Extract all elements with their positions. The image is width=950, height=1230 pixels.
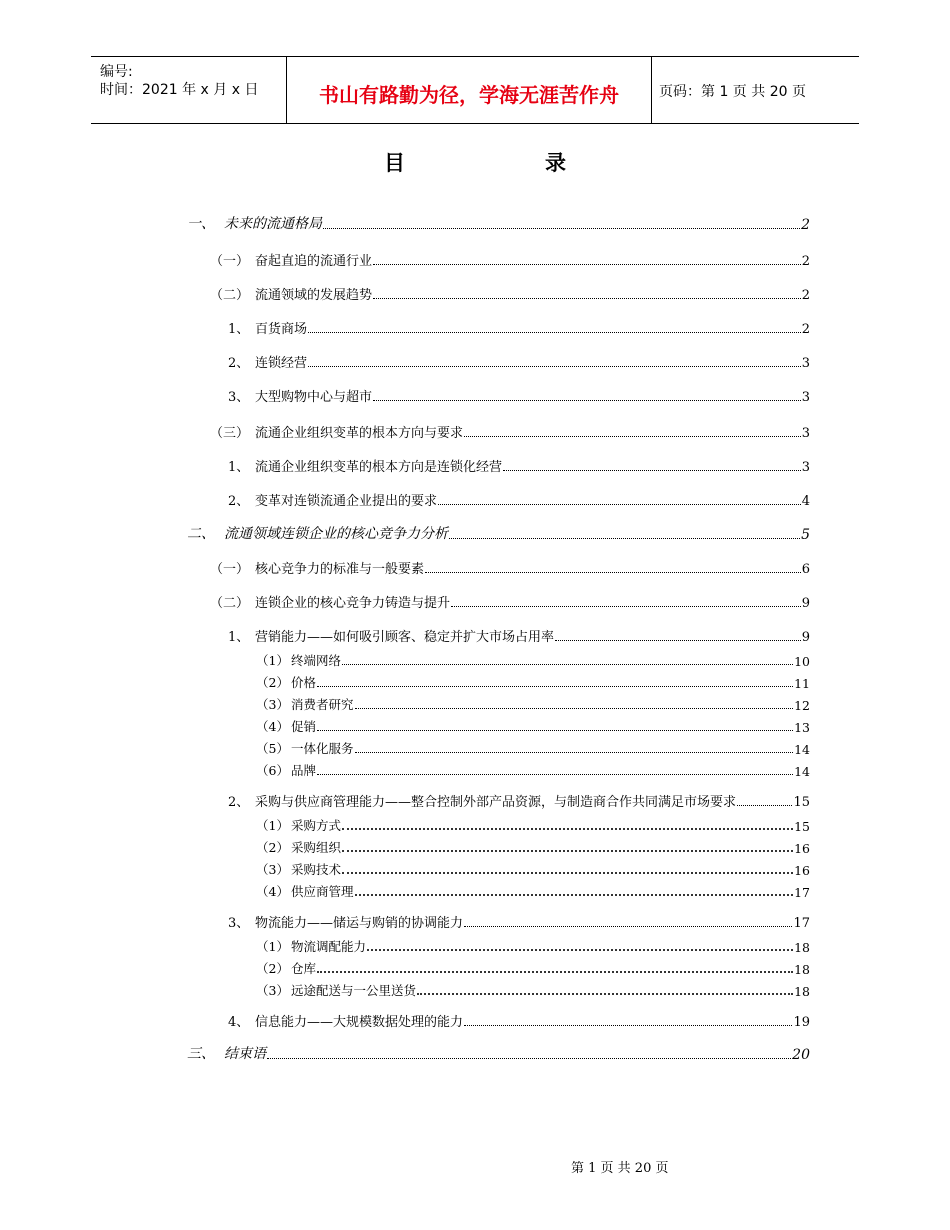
toc-num: 二、 xyxy=(187,526,215,542)
toc-text: 终端网络 xyxy=(291,653,342,668)
toc-entry[interactable] xyxy=(256,935,810,955)
toc-entry[interactable] xyxy=(256,693,810,713)
footer-page-number: 第 1 页 共 20 页 xyxy=(571,1161,669,1176)
toc-page: 2 xyxy=(801,217,810,233)
toc-leader xyxy=(503,469,801,471)
toc-page: 18 xyxy=(794,962,810,977)
toc-entry[interactable] xyxy=(256,737,810,757)
toc-leader xyxy=(355,893,794,896)
toc-entry[interactable] xyxy=(228,1010,810,1030)
toc-page: 14 xyxy=(794,742,810,757)
toc-leader xyxy=(425,571,801,573)
toc-entry[interactable] xyxy=(228,385,810,405)
toc-leader xyxy=(342,871,793,874)
toc-num: （1） xyxy=(256,818,289,833)
toc-num: 三、 xyxy=(187,1046,215,1062)
toc-text: 品牌 xyxy=(291,763,317,778)
toc-leader xyxy=(308,365,801,367)
toc-entry[interactable] xyxy=(256,814,810,834)
toc-num: 2、 xyxy=(228,494,250,509)
toc-text: 物流能力——储运与购销的协调能力 xyxy=(255,912,464,931)
toc-entry[interactable] xyxy=(228,455,810,475)
toc-page: 2 xyxy=(801,254,810,269)
toc-text: 仓库 xyxy=(291,961,317,976)
toc-num: （4） xyxy=(256,719,289,734)
toc-leader xyxy=(342,827,793,830)
toc-text: 流通企业组织变革的根本方向与要求 xyxy=(255,422,464,441)
toc-num: 4、 xyxy=(228,1015,250,1030)
toc-num: （1） xyxy=(256,653,289,668)
toc-entry[interactable] xyxy=(228,351,810,371)
toc-num: （三） xyxy=(210,426,250,441)
title-char-1: 目 xyxy=(384,151,405,175)
toc-entry[interactable] xyxy=(256,759,810,779)
toc-text: 大型购物中心与超市 xyxy=(255,386,373,405)
toc-page: 11 xyxy=(794,676,810,691)
toc-leader xyxy=(342,849,793,852)
toc-page: 9 xyxy=(801,630,810,645)
toc-page: 12 xyxy=(794,698,810,713)
toc-page: 15 xyxy=(793,795,810,810)
toc-num: （二） xyxy=(210,288,250,303)
toc-entry[interactable] xyxy=(187,213,810,233)
toc-num: （4） xyxy=(256,884,289,899)
toc-leader xyxy=(417,992,793,995)
toc-num: 2、 xyxy=(228,356,250,371)
toc-text: 促销 xyxy=(291,719,317,734)
toc-num: （3） xyxy=(256,697,289,712)
toc-text: 供应商管理 xyxy=(291,884,354,899)
toc-entry[interactable] xyxy=(256,671,810,691)
toc-text: 流通企业组织变革的根本方向是连锁化经营 xyxy=(255,456,503,475)
toc-num: （2） xyxy=(256,675,289,690)
toc-leader xyxy=(355,707,794,709)
toc-page: 3 xyxy=(801,426,810,441)
toc-entry[interactable] xyxy=(210,557,810,577)
toc-page: 3 xyxy=(801,460,810,475)
toc-page: 17 xyxy=(794,885,810,900)
toc-page: 19 xyxy=(793,1015,810,1030)
toc-page: 14 xyxy=(794,764,810,779)
toc-num: （5） xyxy=(256,741,289,756)
toc-text: 采购组织 xyxy=(291,840,342,855)
toc-entry[interactable] xyxy=(256,836,810,856)
toc-num: 一、 xyxy=(187,216,215,232)
toc-text: 连锁经营 xyxy=(255,352,308,371)
toc-leader xyxy=(342,663,793,665)
toc-text: 价格 xyxy=(291,675,317,690)
toc-leader xyxy=(464,925,792,927)
toc-text: 物流调配能力 xyxy=(291,939,367,954)
toc-entry[interactable] xyxy=(256,880,810,900)
toc-text: 核心竞争力的标准与一般要素 xyxy=(255,558,425,577)
toc-entry[interactable] xyxy=(210,591,810,611)
toc-page: 4 xyxy=(801,494,810,509)
toc-leader xyxy=(323,227,800,229)
toc-page: 2 xyxy=(801,288,810,303)
toc-page: 17 xyxy=(793,916,810,931)
title-char-2: 录 xyxy=(545,151,566,175)
toc-entry[interactable] xyxy=(210,421,810,441)
toc-entry[interactable] xyxy=(228,489,810,509)
toc-page: 13 xyxy=(794,720,810,735)
toc-leader xyxy=(317,685,793,687)
toc-entry[interactable] xyxy=(210,249,810,269)
toc-text: 采购方式 xyxy=(291,818,342,833)
toc-page: 16 xyxy=(794,841,810,856)
toc-leader xyxy=(308,331,801,333)
toc-entry[interactable] xyxy=(256,858,810,878)
toc-entry[interactable] xyxy=(228,317,810,337)
toc-entry[interactable] xyxy=(228,625,810,645)
toc-num: （一） xyxy=(210,562,250,577)
toc-entry[interactable] xyxy=(228,911,810,931)
motto-text: 书山有路勤为径，学海无涯苦作舟 xyxy=(319,83,619,107)
toc-page: 9 xyxy=(801,596,810,611)
toc-leader xyxy=(737,804,792,806)
toc-entry[interactable] xyxy=(256,957,810,977)
toc-entry[interactable] xyxy=(256,979,810,999)
toc-entry[interactable] xyxy=(256,649,810,669)
time-label: 时间：2021 年 x 月 x 日 xyxy=(100,82,259,98)
toc-text: 结束语 xyxy=(224,1043,267,1063)
toc-text: 采购技术 xyxy=(291,862,342,877)
number-label: 编号: xyxy=(100,64,133,80)
toc-text: 一体化服务 xyxy=(291,741,354,756)
toc-page: 3 xyxy=(801,390,810,405)
toc-num: （3） xyxy=(256,983,289,998)
toc-entry[interactable] xyxy=(210,283,810,303)
toc-num: 1、 xyxy=(228,630,250,645)
toc-text: 消费者研究 xyxy=(291,697,354,712)
toc-leader xyxy=(373,263,801,265)
toc-entry[interactable] xyxy=(187,1043,810,1063)
toc-num: 2、 xyxy=(228,795,250,810)
toc-entry[interactable] xyxy=(228,790,810,810)
toc-leader xyxy=(438,503,801,505)
toc-text: 百货商场 xyxy=(255,318,308,337)
toc-leader xyxy=(373,297,801,299)
toc-leader xyxy=(317,970,793,973)
toc-text: 采购与供应商管理能力——整合控制外部产品资源，与制造商合作共同满足市场要求 xyxy=(255,791,737,810)
toc-page: 6 xyxy=(801,562,810,577)
toc-page: 20 xyxy=(792,1047,810,1063)
toc-page: 10 xyxy=(794,654,810,669)
toc-page: 2 xyxy=(801,322,810,337)
toc-leader xyxy=(464,1024,792,1026)
toc-text: 流通领域的发展趋势 xyxy=(255,284,373,303)
toc-leader xyxy=(555,639,801,641)
toc-page: 3 xyxy=(801,356,810,371)
toc-text: 连锁企业的核心竞争力铸造与提升 xyxy=(255,592,451,611)
toc-num: 1、 xyxy=(228,322,250,337)
toc-page: 5 xyxy=(801,527,810,543)
toc-num: （一） xyxy=(210,254,250,269)
toc-leader xyxy=(449,537,800,539)
toc-page: 18 xyxy=(794,984,810,999)
toc-leader xyxy=(451,605,801,607)
toc-leader xyxy=(373,399,801,401)
toc-text: 信息能力——大规模数据处理的能力 xyxy=(255,1011,464,1030)
toc-leader xyxy=(355,751,794,753)
toc-num: （1） xyxy=(256,939,289,954)
toc-leader xyxy=(267,1057,791,1059)
toc-leader xyxy=(367,948,793,951)
toc-page: 15 xyxy=(794,819,810,834)
toc-leader xyxy=(464,435,801,437)
toc-entry[interactable] xyxy=(256,715,810,735)
toc-leader xyxy=(317,773,793,775)
toc-text: 变革对连锁流通企业提出的要求 xyxy=(255,490,438,509)
page-info: 页码：第 1 页 共 20 页 xyxy=(659,84,806,100)
toc-leader xyxy=(317,729,793,731)
toc-num: （二） xyxy=(210,596,250,611)
toc-text: 奋起直追的流通行业 xyxy=(255,250,373,269)
toc-num: 3、 xyxy=(228,916,250,931)
toc-page: 16 xyxy=(794,863,810,878)
toc-text: 远途配送与一公里送货 xyxy=(291,983,417,998)
toc-entry[interactable] xyxy=(187,523,810,543)
toc-page: 18 xyxy=(794,940,810,955)
toc-text: 流通领域连锁企业的核心竞争力分析 xyxy=(224,523,449,543)
toc-num: 3、 xyxy=(228,390,250,405)
toc-num: （2） xyxy=(256,961,289,976)
toc-num: 1、 xyxy=(228,460,250,475)
toc-num: （6） xyxy=(256,763,289,778)
toc-text: 未来的流通格局 xyxy=(224,213,323,233)
toc-num: （2） xyxy=(256,840,289,855)
toc-text: 营销能力——如何吸引顾客、稳定并扩大市场占用率 xyxy=(255,626,555,645)
toc-num: （3） xyxy=(256,862,289,877)
